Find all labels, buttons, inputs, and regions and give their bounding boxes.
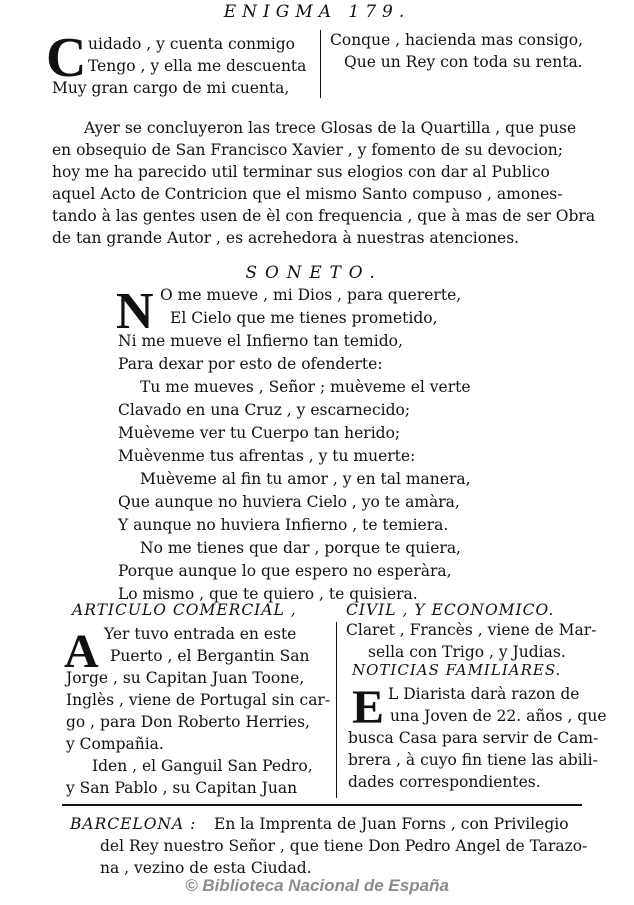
soneto-line: Lo mismo , que te quiero , te quisiera. <box>118 585 418 603</box>
enigma-drop-cap: C <box>46 27 87 89</box>
intro-line: hoy me ha parecido util terminar sus elogios con dar al Publico <box>52 163 550 181</box>
articulo-right-line: Claret , Francès , viene de Mar- <box>346 621 597 639</box>
soneto-line: Muèvenme tus afrentas , y tu muerte: <box>118 447 416 465</box>
soneto-line: Tu me mueves , Señor ; muèveme el verte <box>140 378 471 396</box>
soneto-line: O me mueve , mi Dios , para quererte, <box>160 286 462 304</box>
imprint-line: En la Imprenta de Juan Forns , con Privilegio <box>214 815 569 833</box>
enigma-left-line: Muy gran cargo de mi cuenta, <box>52 79 290 97</box>
articulo-left-line: Yer tuvo entrada en este <box>104 625 297 643</box>
soneto-line: Para dexar por esto de ofenderte: <box>118 355 383 373</box>
imprint-line: del Rey nuestro Señor , que tiene Don Pedro Angel de Tarazo- <box>100 837 588 855</box>
articulo-title-left: ARTICULO COMERCIAL , <box>72 601 297 619</box>
soneto-line: Muèveme al fin tu amor , y en tal manera, <box>140 470 471 488</box>
soneto-line: Ni me mueve el Infierno tan temido, <box>118 332 403 350</box>
articulo-right-line: sella con Trigo , y Judias. <box>368 643 566 661</box>
intro-line: de tan grande Autor , es acrehedora à nuestras atenciones. <box>52 229 520 247</box>
articulo-left-line: Iden , el Ganguil San Pedro, <box>92 757 313 775</box>
noticias-line: una Joven de 22. años , que <box>390 707 607 725</box>
intro-line: en obsequio de San Francisco Xavier , y fomento de su devocion; <box>52 141 563 159</box>
articulo-title-right: CIVIL , Y ECONOMICO. <box>346 601 555 619</box>
articulo-column-rule <box>336 622 337 798</box>
intro-line: tando à las gentes usen de èl con frequencia , que à mas de ser Obra <box>52 207 596 225</box>
enigma-column-rule <box>320 30 321 98</box>
soneto-line: Porque aunque lo que espero no esperàra, <box>118 562 452 580</box>
library-watermark: © Biblioteca Nacional de España <box>185 876 449 895</box>
enigma-left-line: uidado , y cuenta conmigo <box>88 35 295 53</box>
articulo-drop-cap: A <box>64 625 99 678</box>
imprint-rule <box>62 804 582 806</box>
intro-line: aquel Acto de Contricion que el mismo Santo compuso , amones- <box>52 185 563 203</box>
soneto-line: Muèveme ver tu Cuerpo tan herido; <box>118 424 401 442</box>
imprint-line: na , vezino de esta Ciudad. <box>100 859 312 877</box>
soneto-line: Que aunque no huviera Cielo , yo te amàra, <box>118 493 460 511</box>
articulo-left-line: go , para Don Roberto Herries, <box>66 713 310 731</box>
noticias-title: NOTICIAS FAMILIARES. <box>352 661 562 679</box>
noticias-line: L Diarista darà razon de <box>388 685 580 703</box>
soneto-line: El Cielo que me tienes prometido, <box>170 309 438 327</box>
noticias-line: brera , à cuyo fin tiene las abili- <box>348 751 598 769</box>
soneto-line: No me tienes que dar , porque te quiera, <box>140 539 461 557</box>
imprint-place: BARCELONA : <box>70 815 197 833</box>
soneto-line: Clavado en una Cruz , y escarnecido; <box>118 401 411 419</box>
noticias-line: dades correspondientes. <box>348 773 541 791</box>
intro-line: Ayer se concluyeron las trece Glosas de la Quartilla , que puse <box>84 119 577 137</box>
noticias-line: busca Casa para servir de Cam- <box>348 729 599 747</box>
enigma-left-line: Tengo , y ella me descuenta <box>88 57 307 75</box>
enigma-right-line: Que un Rey con toda su renta. <box>344 53 583 71</box>
articulo-left-line: Puerto , el Bergantin San <box>110 647 310 665</box>
soneto-title: SONETO. <box>245 263 383 283</box>
articulo-left-line: Jorge , su Capitan Juan Toone, <box>66 669 305 687</box>
articulo-left-line: y San Pablo , su Capitan Juan <box>66 779 298 797</box>
soneto-line: Y aunque no huviera Infierno , te temiera. <box>118 516 449 534</box>
soneto-drop-cap: N <box>116 283 154 340</box>
enigma-title: ENIGMA 179. <box>223 2 411 22</box>
articulo-left-line: Inglès , viene de Portugal sin car- <box>66 691 331 709</box>
enigma-right-line: Conque , hacienda mas consigo, <box>330 31 584 49</box>
noticias-drop-cap: E <box>352 681 385 734</box>
articulo-left-line: y Compañia. <box>66 735 164 753</box>
